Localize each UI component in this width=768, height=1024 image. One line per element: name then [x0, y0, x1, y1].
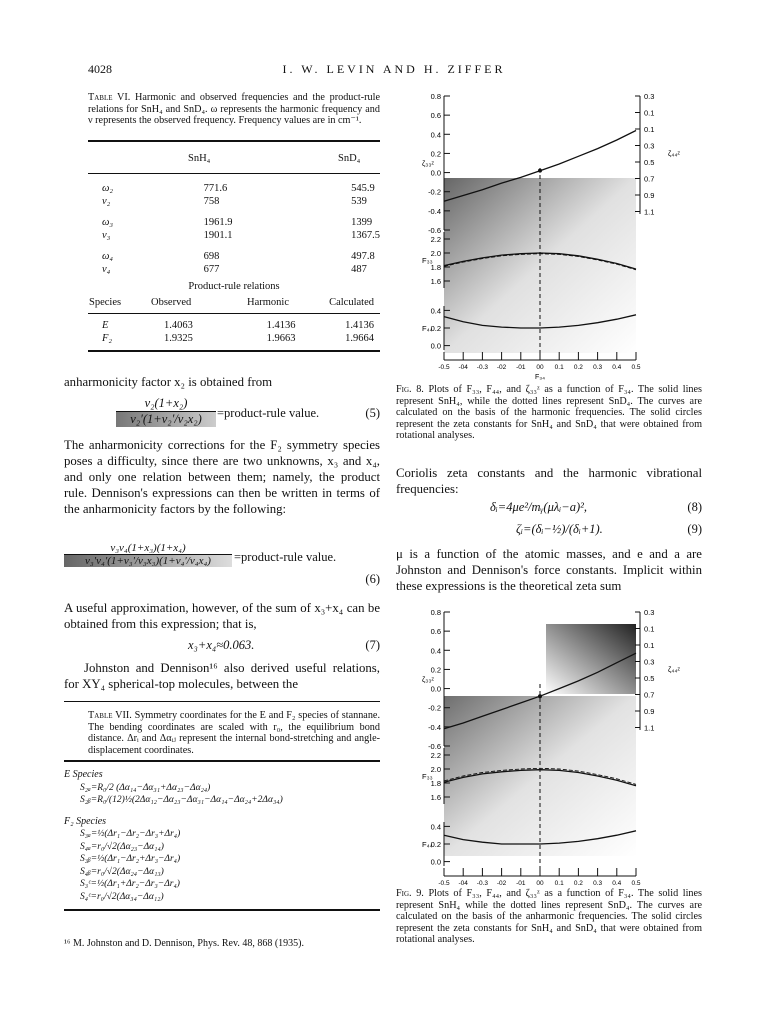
x-tick-label: 0.1 — [554, 364, 564, 371]
y-tick-label: 0.4 — [430, 822, 441, 832]
y-tick-label: -0.6 — [428, 742, 441, 751]
freq-row: ν₂ 758 539 — [102, 196, 367, 207]
x-tick-label: 0.4 — [612, 880, 622, 886]
y-tick-label: 2.0 — [430, 249, 441, 258]
y-tick-label: -0.2 — [428, 703, 441, 713]
symmetry-coordinate: S₃ₐ=½(Δr₁−Δr₂−Δr₃+Δr₄) — [80, 829, 181, 839]
y-tick-label: 2.2 — [430, 235, 441, 244]
y-tick-label: 1.8 — [430, 263, 441, 272]
y-tick-label: 0.0 — [430, 341, 441, 351]
zeta-point — [538, 169, 542, 173]
x-tick-label: -0.5 — [438, 880, 450, 886]
right-tick-label: 0.3 — [644, 657, 655, 667]
symmetry-coordinate: S₂ₐ=R₀/2 (Δα₁₄−Δα₃₁+Δα₂₃−Δα₂₄) — [80, 782, 211, 793]
y-tick-label: 2.0 — [430, 765, 441, 774]
right-tick-label: 0.3 — [644, 92, 655, 101]
product-rule-table — [88, 319, 380, 345]
footnote-16: ¹⁶ M. Johnston and D. Dennison, Phys. Rev. 48, 868 (1935). — [64, 938, 304, 949]
y-tick-label: 0.4 — [430, 130, 441, 140]
product-rule-row: E 1.4063 1.4136 1.4136 — [102, 320, 374, 331]
symmetry-coordinate: S₃ᵦ=½(Δr₁−Δr₂+Δr₃−Δr₄) — [80, 854, 181, 864]
right-tick-label: 0.9 — [644, 191, 655, 200]
y-axis-label: F₃₃ — [422, 256, 433, 265]
figure-8-caption: Fig. 8. Plots of F₃₃, F₄₄, and ζ₃₃ᶻ as a function of F₃₄. The solid lines represent SnH₄, while the dotted lines represent SnD₄. The curves are calculated on the basis of the harmonic frequencies. The solid circles represent the zeta constants for SnH₄ and SnD₄ that were obtained from rotational analyses. — [396, 384, 703, 441]
paragraph-5: Coriolis zeta constants and the harmonic vibrational frequencies: — [396, 466, 702, 496]
symmetry-coordinate: S₂ᵦ=R₀/(12)½(2Δα₁₂−Δα₂₃−Δα₃₁−Δα₁₄−Δα₂₄+2Δα₃₄) — [80, 795, 283, 805]
y-tick-label: -0.4 — [428, 206, 441, 216]
x-tick-label: -02 — [496, 880, 507, 886]
y-tick-label: 0.0 — [430, 684, 441, 694]
y-tick-label: 0.8 — [430, 92, 441, 101]
y-axis-label: ζ₃₃ᶻ — [422, 675, 435, 684]
zeta-point — [538, 694, 542, 698]
y-tick-label: 0.4 — [430, 646, 441, 656]
paragraph-1: anharmonicity factor x₂ is obtained from — [64, 375, 273, 389]
shading-region — [546, 624, 636, 694]
x-tick-label: -0.5 — [438, 364, 450, 371]
y-tick-label: 0.4 — [430, 306, 441, 316]
right-tick-label: 0.3 — [644, 141, 655, 151]
paragraph-6: μ is a function of the atomic masses, and e and a are Johnston and Dennison's force constants. Implicit within these expressions is the theoretical zeta sum — [396, 547, 702, 593]
freq-table — [88, 182, 380, 276]
symmetry-coordinate: S₄ᶜ=r₀/√2(Δα₃₄−Δα₁₂) — [80, 891, 164, 902]
x-tick-label: -04 — [458, 880, 468, 886]
x-tick-label: 0.2 — [573, 364, 583, 371]
table7-caption: Table VII. Symmetry coordinates for the E and F₂ species of stannane. The bending coordinates are scaled with r₀, the equilibrium bond distance. Δrᵢ and Δαᵢⱼ represent the internal bond-stretching and angle-displacement coordinates. — [88, 710, 380, 756]
freq-row: ω₄ 698 497.8 — [102, 251, 375, 262]
x-tick-label: 00 — [536, 880, 544, 886]
right-axis-label: ζ₄₄ᶻ — [668, 149, 681, 158]
y-tick-label: 1.6 — [430, 793, 441, 802]
freq-row: ω₃ 1961.9 1399 — [102, 217, 373, 228]
x-tick-label: -01 — [516, 880, 526, 886]
figure-9 — [396, 604, 696, 886]
right-tick-label: 1.1 — [644, 723, 655, 733]
table6-caption: Table VI. Harmonic and observed frequencies and the product-rule relations for SnH₄ and SnD₄. ω represents the harmonic frequency and ν represents the observed frequency. Frequency values are in cm⁻¹. — [88, 92, 380, 126]
y-tick-label: 0.2 — [430, 149, 441, 159]
x-tick-label: 0.5 — [631, 364, 641, 371]
equation-6: ν₃ν₄(1+x₃)(1+x₄) ν₃′ν₄′(1+ν₃′/ν₃x₃)(1+ν₄′/ν₄x₄) =product-rule value. (6) — [64, 542, 380, 590]
f-species-rows — [64, 828, 380, 903]
e-species-title: E Species — [64, 769, 103, 780]
y-axis-label: F₄₄ — [422, 324, 433, 333]
right-tick-label: 0.5 — [644, 158, 655, 167]
col-head-snd4: SnD₄ — [338, 153, 361, 164]
y-tick-label: 2.2 — [430, 751, 441, 760]
product-rule-header: Species Observed Harmonic Calculated — [89, 297, 374, 308]
y-tick-label: 0.6 — [430, 111, 441, 121]
x-tick-label: -0.3 — [476, 364, 489, 371]
e-species-rows — [64, 782, 380, 807]
freq-row: ν₃ 1901.1 1367.5 — [102, 230, 380, 241]
product-rule-title: Product-rule relations — [188, 281, 280, 292]
x-tick-label: 0.4 — [612, 364, 622, 371]
right-tick-label: 0.7 — [644, 174, 655, 184]
x-tick-label: 00 — [536, 364, 544, 371]
paragraph-2: The anharmonicity corrections for the F₂ symmetry species poses a difficulty, since there are two unknowns, x₃ and x₄, and only one relation between them; namely, the product rule. Dennison's expressions can then be written in terms of the anharmonicity factors by the following: — [64, 438, 380, 516]
y-tick-label: 0.2 — [430, 665, 441, 675]
y-axis-label: F₄₄ — [422, 840, 433, 849]
y-tick-label: -0.4 — [428, 722, 441, 732]
paragraph-4: Johnston and Dennison¹⁶ also derived useful relations, for XY₄ spherical-top molecules, between the — [64, 661, 380, 691]
freq-row: ν₄ 677 487 — [102, 264, 367, 275]
right-tick-label: 0.1 — [644, 125, 655, 134]
equation-5: ν₂(1+x₂) ν₂′(1+ν₂′/ν₂x₂) =product-rule value. (5) — [64, 396, 380, 432]
y-tick-label: 1.6 — [430, 277, 441, 286]
y-tick-label: 0.0 — [430, 168, 441, 178]
symmetry-coordinate: S₄ₐ=r₀/√2(Δα₂₃−Δα₁₄) — [80, 841, 164, 852]
divider — [64, 701, 380, 702]
right-tick-label: 0.5 — [644, 674, 655, 683]
right-axis-label: ζ₄₄ᶻ — [668, 665, 681, 674]
y-tick-label: -0.2 — [428, 187, 441, 197]
y-axis-label: F₃₃ — [422, 772, 433, 781]
figure-9-caption: Fig. 9. Plots of F₃₃, F₄₄, and ζ₃₃ᶻ as a function of F₃₄. The solid lines represent SnH₄ while the dotted lines represent SnD₄. The curves are calculated on the basis of the anharmonic frequencies. The solid circles represent the zeta constants for SnH₄ and SnD₄ that were obtained from rotational analyses. — [396, 888, 703, 945]
x-tick-label: -02 — [496, 364, 507, 371]
paragraph-3: A useful approximation, however, of the sum of x₃+x₄ can be obtained from this expression; that is, — [64, 601, 380, 631]
x-tick-label: -01 — [516, 364, 526, 371]
x-tick-label: -0.3 — [476, 880, 489, 886]
figure-8 — [396, 88, 696, 388]
table7 — [64, 760, 380, 911]
x-tick-label: 0.5 — [631, 880, 641, 886]
product-rule-row: F₂ 1.9325 1.9663 1.9664 — [102, 333, 374, 344]
page-number: 4028 — [88, 62, 112, 76]
right-tick-label: 0.3 — [644, 608, 655, 617]
table6 — [88, 140, 380, 352]
right-tick-label: 0.1 — [644, 108, 655, 118]
running-title: I. W. LEVIN AND H. ZIFFER — [282, 62, 506, 76]
y-tick-label: 0.8 — [430, 608, 441, 617]
x-tick-label: 0.2 — [573, 880, 583, 886]
right-tick-label: 0.9 — [644, 707, 655, 716]
col-head-snh4: SnH₄ — [188, 153, 211, 164]
x-tick-label: 0.1 — [554, 880, 564, 886]
y-tick-label: 0.0 — [430, 857, 441, 867]
right-tick-label: 0.1 — [644, 624, 655, 634]
y-tick-label: 0.6 — [430, 627, 441, 637]
y-tick-label: 0.2 — [430, 324, 441, 333]
symmetry-coordinate: S₃ᶜ=½(Δr₁+Δr₂−Δr₃−Δr₄) — [80, 879, 180, 889]
right-tick-label: 1.1 — [644, 207, 655, 217]
x-axis-label: F₃₄ — [535, 374, 545, 381]
y-tick-label: 1.8 — [430, 779, 441, 788]
symmetry-coordinate: S₄ᵦ=r₀/√2(Δα₂₄−Δα₁₃) — [80, 866, 164, 877]
x-tick-label: 0.3 — [593, 880, 603, 886]
y-tick-label: -0.6 — [428, 226, 441, 235]
f-species-title: F₂ Species — [64, 815, 107, 827]
x-tick-label: 0.3 — [593, 364, 603, 371]
right-tick-label: 0.7 — [644, 690, 655, 700]
freq-row: ω₂ 771.6 545.9 — [102, 183, 375, 194]
x-tick-label: -04 — [458, 364, 468, 371]
right-tick-label: 0.1 — [644, 641, 655, 650]
y-axis-label: ζ₃₃ᶻ — [422, 159, 435, 168]
y-tick-label: 0.2 — [430, 840, 441, 849]
